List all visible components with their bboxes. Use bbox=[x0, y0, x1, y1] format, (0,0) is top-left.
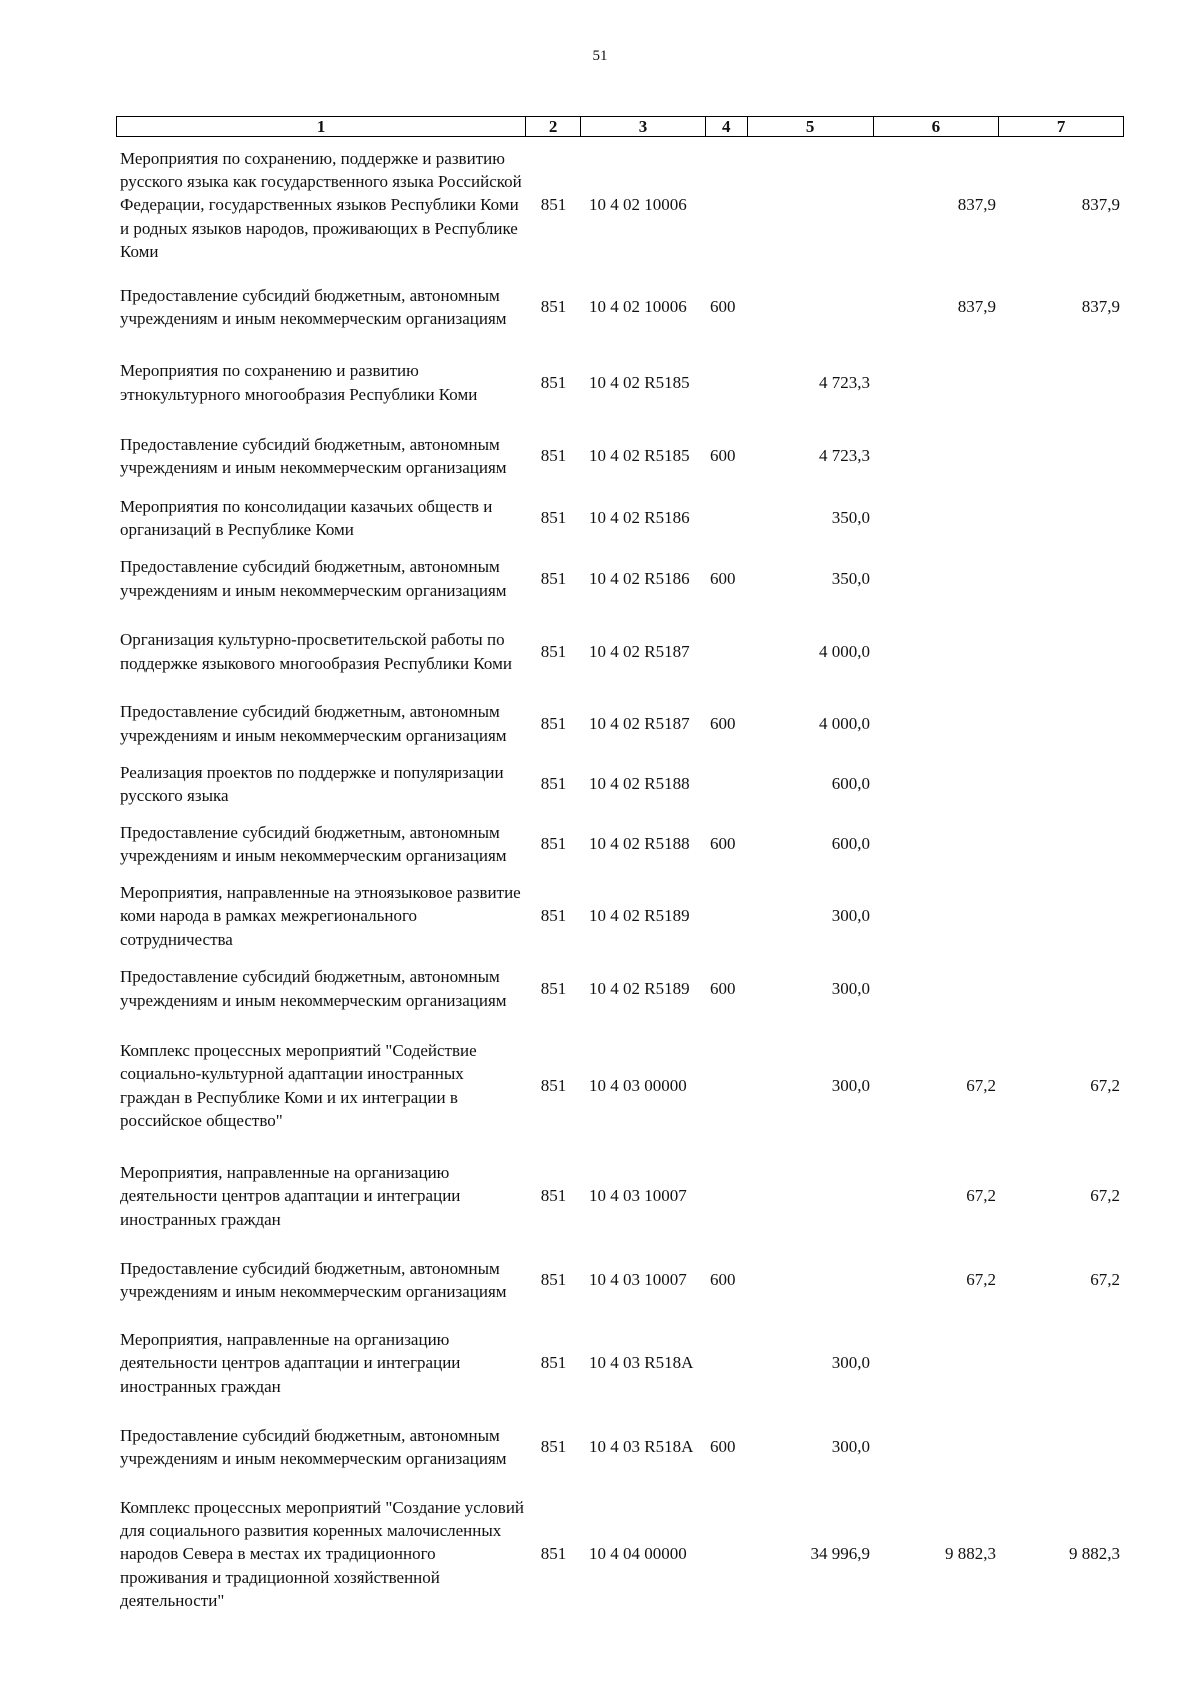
row-description: Предоставление субсидий бюджетным, автономным учреждениям и иным некоммерческим организациям bbox=[120, 822, 507, 865]
row-expense-type: 600 bbox=[710, 1270, 736, 1289]
table-row bbox=[116, 953, 1124, 1024]
row-value-5: 300,0 bbox=[831, 978, 870, 998]
row-target-item: 10 4 02 R5187 bbox=[589, 641, 690, 661]
row-value-6: 837,9 bbox=[957, 297, 996, 316]
row-target-item: 10 4 02 R5185 bbox=[589, 446, 690, 465]
row-description: Мероприятия, направленные на организацию деятельности центров адаптации и интеграции иностранных граждан bbox=[120, 1330, 461, 1396]
row-expense-type: 600 bbox=[710, 978, 736, 998]
row-code: 851 bbox=[540, 834, 567, 853]
row-target-item: 10 4 03 10007 bbox=[589, 1270, 687, 1289]
table-header-row bbox=[116, 116, 1124, 137]
row-target-item: 10 4 02 10006 bbox=[589, 195, 687, 214]
row-value-6: 67,2 bbox=[966, 1075, 996, 1095]
row-target-item: 10 4 02 R5188 bbox=[589, 834, 690, 853]
row-expense-type: 600 bbox=[710, 568, 736, 588]
row-value-7: 67,2 bbox=[1090, 1270, 1120, 1289]
row-target-item: 10 4 02 R5186 bbox=[589, 508, 690, 527]
row-value-5: 300,0 bbox=[831, 1353, 870, 1372]
row-description: Организация культурно-просветительской работы по поддержке языкового многообразия Республики Коми bbox=[120, 630, 512, 673]
budget-table bbox=[116, 116, 1124, 1610]
row-description: Предоставление субсидий бюджетным, автономным учреждениям и иным некоммерческим организациям bbox=[120, 1425, 507, 1468]
row-expense-type: 600 bbox=[710, 713, 736, 733]
table-row bbox=[116, 1411, 1124, 1483]
row-value-7: 837,9 bbox=[1081, 297, 1120, 316]
row-value-5: 300,0 bbox=[831, 1437, 870, 1456]
row-value-5: 34 996,9 bbox=[810, 1544, 870, 1563]
row-code: 851 bbox=[540, 713, 567, 733]
column-header-7: 7 bbox=[1056, 117, 1066, 136]
row-code: 851 bbox=[540, 1270, 567, 1289]
row-value-7: 837,9 bbox=[1081, 195, 1120, 214]
column-header-2: 2 bbox=[526, 117, 581, 136]
row-target-item: 10 4 02 R5185 bbox=[589, 372, 690, 392]
row-code: 851 bbox=[540, 774, 567, 793]
table-row bbox=[116, 760, 1124, 808]
table-row bbox=[116, 1327, 1124, 1399]
row-target-item: 10 4 03 10007 bbox=[589, 1186, 687, 1205]
row-expense-type: 600 bbox=[710, 297, 736, 316]
table-row bbox=[116, 688, 1124, 759]
row-code: 851 bbox=[540, 372, 567, 392]
row-description: Мероприятия, направленные на организацию деятельности центров адаптации и интеграции иностранных граждан bbox=[120, 1163, 461, 1229]
row-target-item: 10 4 02 R5188 bbox=[589, 774, 690, 793]
row-expense-type: 600 bbox=[710, 1437, 736, 1456]
row-code: 851 bbox=[540, 906, 567, 925]
row-value-5: 4 000,0 bbox=[819, 641, 870, 661]
row-description: Предоставление субсидий бюджетным, автономным учреждениям и иным некоммерческим организациям bbox=[120, 557, 507, 600]
column-header-1: 1 bbox=[117, 117, 526, 136]
row-value-5: 300,0 bbox=[831, 1075, 870, 1095]
row-value-5: 600,0 bbox=[831, 834, 870, 853]
row-value-7: 67,2 bbox=[1090, 1186, 1120, 1205]
row-code: 851 bbox=[540, 1353, 567, 1372]
row-description: Мероприятия, направленные на этноязыковое развитие коми народа в рамках межрегионального сотрудничества bbox=[120, 883, 521, 949]
row-description: Мероприятия по сохранению, поддержке и развитию русского языка как государственного языка Российской Федерации, государственных языков Республики Коми и родных языков народов, проживающих в Республике Коми bbox=[120, 148, 522, 261]
row-value-7: 9 882,3 bbox=[1069, 1544, 1120, 1563]
table-row bbox=[116, 808, 1124, 880]
row-description: Реализация проектов по поддержке и популяризации русского языка bbox=[120, 762, 504, 805]
row-code: 851 bbox=[540, 1186, 567, 1205]
row-value-5: 300,0 bbox=[831, 906, 870, 925]
row-value-5: 4 000,0 bbox=[819, 713, 870, 733]
row-code: 851 bbox=[540, 446, 567, 465]
table-row bbox=[116, 616, 1124, 687]
row-code: 851 bbox=[540, 1437, 567, 1456]
row-description: Комплекс процессных мероприятий "Создание условий для социального развития коренных малочисленных народов Севера в местах их традиционного проживания и традиционной хозяйственной деятельности" bbox=[120, 1497, 525, 1610]
row-code: 851 bbox=[540, 978, 567, 998]
row-value-5: 350,0 bbox=[831, 568, 870, 588]
row-code: 851 bbox=[540, 641, 567, 661]
row-description: Предоставление субсидий бюджетным, автономным учреждениям и иным некоммерческим организациям bbox=[120, 285, 507, 328]
table-row bbox=[116, 880, 1124, 952]
table-row bbox=[116, 494, 1124, 542]
row-target-item: 10 4 03 R518A bbox=[589, 1437, 694, 1456]
row-value-6: 9 882,3 bbox=[945, 1544, 996, 1563]
row-target-item: 10 4 02 R5187 bbox=[589, 713, 690, 733]
table-row bbox=[116, 1160, 1124, 1232]
table-row bbox=[116, 1495, 1124, 1613]
row-description: Предоставление субсидий бюджетным, автономным учреждениям и иным некоммерческим организациям bbox=[120, 967, 507, 1010]
row-description: Предоставление субсидий бюджетным, автономным учреждениям и иным некоммерческим организациям bbox=[120, 1258, 507, 1301]
row-description: Мероприятия по сохранению и развитию этнокультурного многообразия Республики Коми bbox=[120, 361, 478, 404]
row-target-item: 10 4 03 R518A bbox=[589, 1353, 694, 1372]
column-header-5: 5 bbox=[748, 117, 874, 136]
row-target-item: 10 4 02 10006 bbox=[589, 297, 687, 316]
row-value-5: 4 723,3 bbox=[819, 446, 870, 465]
row-value-5: 4 723,3 bbox=[819, 372, 870, 392]
row-target-item: 10 4 03 00000 bbox=[589, 1075, 687, 1095]
row-target-item: 10 4 02 R5189 bbox=[589, 978, 690, 998]
row-value-7: 67,2 bbox=[1090, 1075, 1120, 1095]
column-header-3: 3 bbox=[581, 117, 706, 136]
row-description: Мероприятия по консолидации казачьих обществ и организаций в Республике Коми bbox=[120, 496, 493, 539]
row-description: Комплекс процессных мероприятий "Содействие социально-культурной адаптации иностранных граждан в Республике Коми и их интеграции в российское общество" bbox=[120, 1041, 477, 1130]
table-row bbox=[116, 358, 1124, 407]
row-description: Предоставление субсидий бюджетным, автономным учреждениям и иным некоммерческим организациям bbox=[120, 702, 507, 745]
row-expense-type: 600 bbox=[710, 446, 736, 465]
row-expense-type: 600 bbox=[710, 834, 736, 853]
table-row bbox=[116, 420, 1124, 492]
table-row bbox=[116, 271, 1124, 343]
row-value-6: 67,2 bbox=[966, 1270, 996, 1289]
row-target-item: 10 4 02 R5189 bbox=[589, 906, 690, 925]
row-value-6: 837,9 bbox=[957, 195, 996, 214]
row-code: 851 bbox=[540, 297, 567, 316]
row-code: 851 bbox=[540, 568, 567, 588]
table-row bbox=[116, 543, 1124, 614]
table-row bbox=[116, 146, 1124, 264]
column-header-6: 6 bbox=[874, 117, 1000, 136]
row-value-5: 350,0 bbox=[831, 508, 870, 527]
page-number: 51 bbox=[592, 48, 608, 64]
row-target-item: 10 4 02 R5186 bbox=[589, 568, 690, 588]
row-description: Предоставление субсидий бюджетным, автономным учреждениям и иным некоммерческим организациям bbox=[120, 434, 507, 477]
row-target-item: 10 4 04 00000 bbox=[589, 1544, 687, 1563]
table-row bbox=[116, 1038, 1124, 1133]
row-value-5: 600,0 bbox=[831, 774, 870, 793]
row-code: 851 bbox=[540, 1544, 567, 1563]
row-code: 851 bbox=[540, 1075, 567, 1095]
row-value-6: 67,2 bbox=[966, 1186, 996, 1205]
row-code: 851 bbox=[540, 195, 567, 214]
table-row bbox=[116, 1244, 1124, 1316]
column-header-4: 4 bbox=[706, 117, 748, 136]
row-code: 851 bbox=[540, 508, 567, 527]
